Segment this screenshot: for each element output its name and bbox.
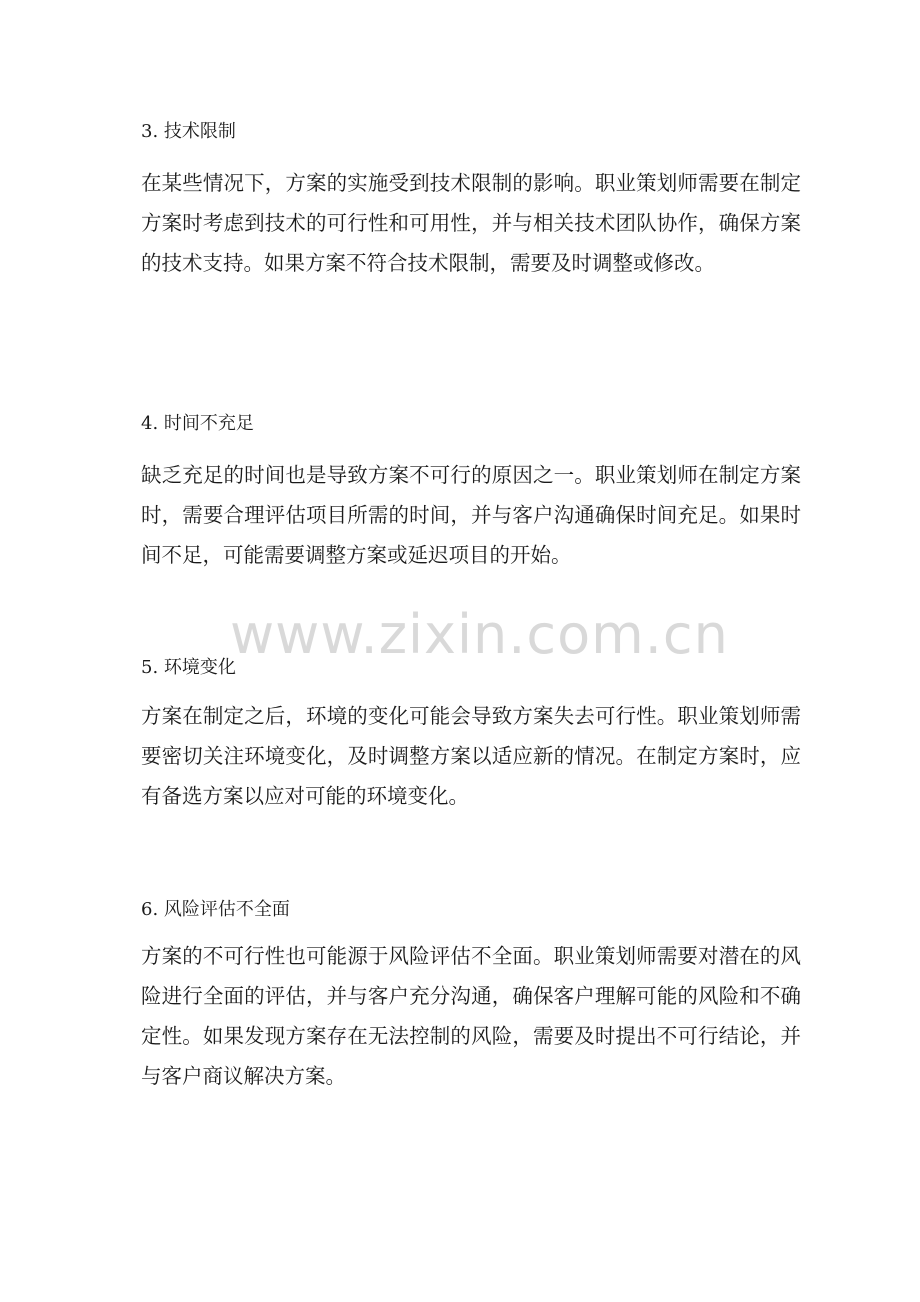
section-4-body: 缺乏充足的时间也是导致方案不可行的原因之一。职业策划师在制定方案时，需要合理评估项目所需的时间，并与客户沟通确保时间充足。如果时间不足，可能需要调整方案或延迟项目的开始。: [141, 463, 801, 567]
section-3-body: 在某些情况下，方案的实施受到技术限制的影响。职业策划师需要在制定方案时考虑到技术的可行性和可用性，并与相关技术团队协作，确保方案的技术支持。如果方案不符合技术限制，需要及时调整或修改。: [141, 171, 801, 275]
section-3-heading: 3. 技术限制: [141, 121, 236, 142]
section-6-heading: 6. 风险评估不全面: [141, 899, 290, 920]
watermark-text: www.zixin.com.cn: [230, 603, 729, 666]
section-6-body: 方案的不可行性也可能源于风险评估不全面。职业策划师需要对潜在的风险进行全面的评估，并与客户充分沟通，确保客户理解可能的风险和不确定性。如果发现方案存在无法控制的风险，需要及时提出不可行结论，并与客户商议解决方案。: [141, 944, 801, 1088]
section-5-heading: 5. 环境变化: [141, 657, 236, 678]
section-5-body: 方案在制定之后，环境的变化可能会导致方案失去可行性。职业策划师需要密切关注环境变化，及时调整方案以适应新的情况。在制定方案时，应有备选方案以应对可能的环境变化。: [141, 704, 801, 808]
section-4-heading: 4. 时间不充足: [141, 413, 254, 434]
